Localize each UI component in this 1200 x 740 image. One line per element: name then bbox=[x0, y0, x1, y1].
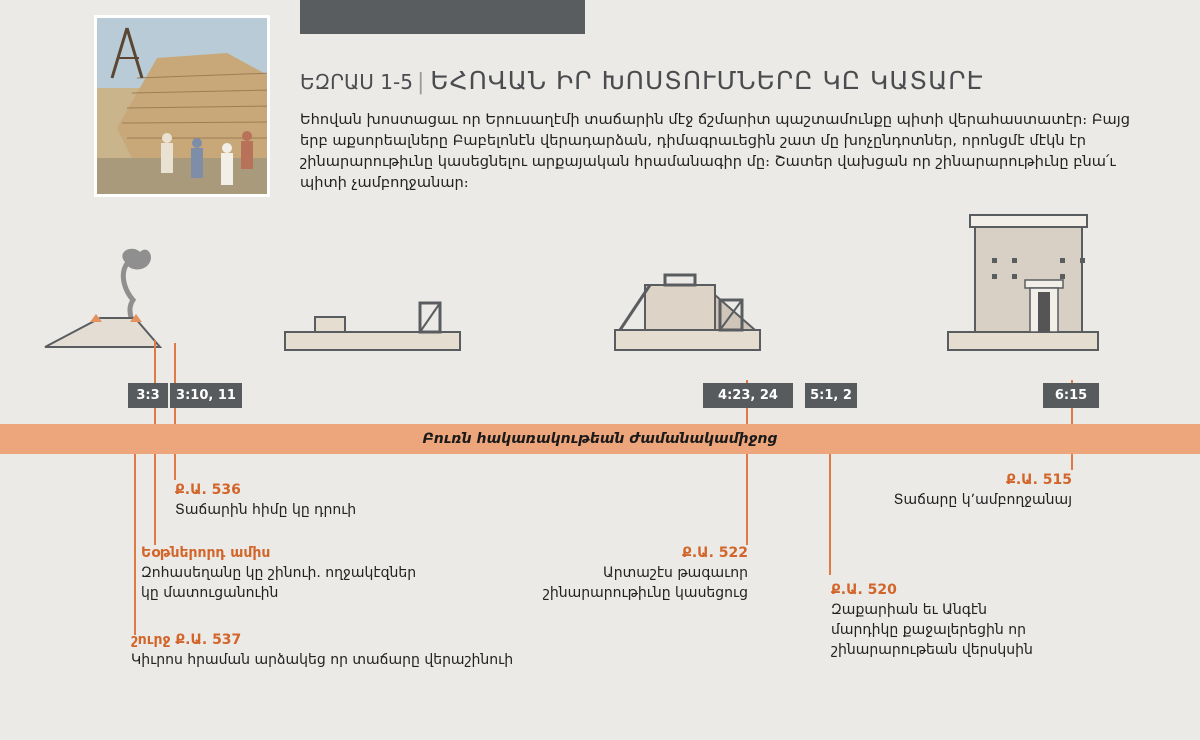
halted-construction-icon bbox=[615, 275, 760, 350]
event-date: Ք.Ա. 536 bbox=[175, 482, 241, 498]
event-date: Ք.Ա. 515 bbox=[1006, 472, 1072, 488]
verse-tag: 4:23, 24 bbox=[703, 383, 793, 408]
event-text: Տաճարը կ՚ամբողջանայ bbox=[893, 492, 1072, 508]
event-text: Տաճարին հիմը կը դրուի bbox=[175, 502, 357, 518]
timeline-event bbox=[831, 580, 1033, 660]
title-separator: | bbox=[416, 70, 425, 95]
timeline-event bbox=[508, 543, 748, 603]
intro-paragraph: Եհովան խոստացաւ որ Երուսաղէմի տաճարին մէջ ճշմարիտ պաշտամունքը պիտի վերահաստատէր։ Բայց երբ աքսորեալները Բաբելոնէն վերադարձան, դիմագրաւեցին շատ մը խոչընդոտներ, որոնցմէ մէկն էր շինարարութիւնը կասեցնելու արքայական հրամանագիր մը։ Շատեր վախցան որ շինարարութիւնը բնա՛ւ պիտի չամբողջանար։ bbox=[300, 111, 1130, 191]
event-date: Ք.Ա. 522 bbox=[682, 545, 748, 561]
verse-tag: 3:10, 11 bbox=[170, 383, 242, 408]
verse-tag: 5:1, 2 bbox=[805, 383, 857, 408]
title-text: ԵՀՈՎԱՆ ԻՐ ԽՈՍՏՈՒՄՆԵՐԸ ԿԸ ԿԱՏԱՐԷ bbox=[430, 66, 984, 95]
foundation-icon bbox=[285, 303, 460, 350]
event-text: Զոհասեղանը կը շինուի. ողջակէզներ կը մատուցանուին bbox=[141, 565, 417, 601]
opposition-period-label: Բուռն հակառակութեան ժամանակամիջոց bbox=[422, 431, 778, 447]
verse-tag: 3:3 bbox=[128, 383, 168, 408]
timeline-event bbox=[141, 543, 416, 603]
timeline-event bbox=[850, 470, 1072, 510]
verse-tag: 6:15 bbox=[1043, 383, 1099, 408]
event-text: Կիւրոս հրաման արձակեց որ տաճարը վերաշինուի bbox=[131, 652, 514, 668]
event-text: Արտաշէս թագաւոր շինարարութիւնը կասեցուց bbox=[542, 565, 748, 601]
timeline-event bbox=[175, 480, 356, 520]
timeline-event bbox=[131, 630, 513, 670]
event-date: Ք.Ա. 520 bbox=[831, 582, 897, 598]
completed-temple-icon bbox=[948, 215, 1098, 350]
scripture-ref: ԵԶՐԱՍ 1-5 bbox=[300, 70, 413, 94]
event-date: շուրջ Ք.Ա. 537 bbox=[131, 632, 242, 648]
altar-icon bbox=[45, 249, 160, 347]
event-text: Զաքարիան եւ Անգէն մարդիկը քաջալերեցին որ շինարարութեան վերսկսին bbox=[831, 602, 1033, 658]
event-date: Եօթներորդ ամիս bbox=[141, 545, 271, 561]
